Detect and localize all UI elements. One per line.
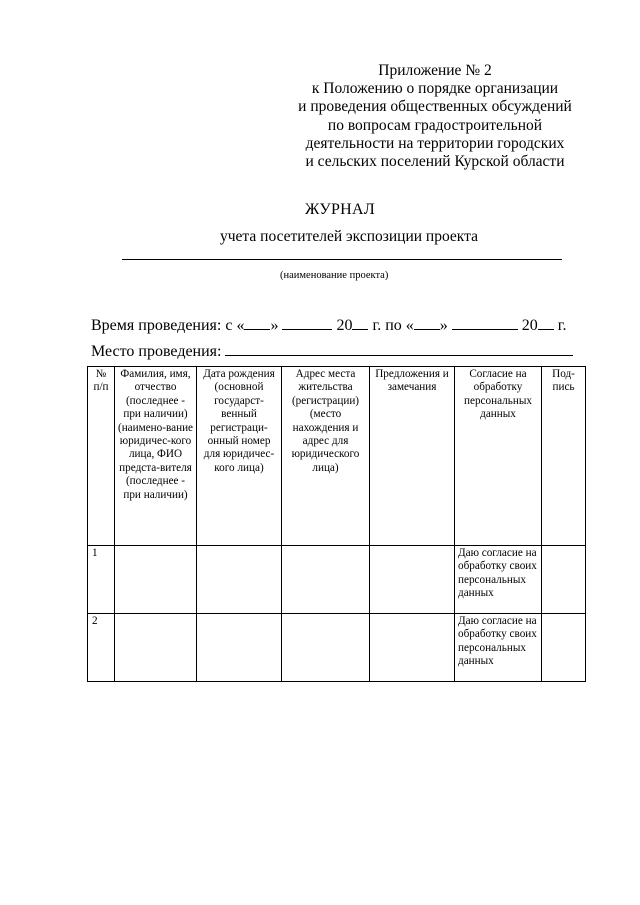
row-number-cell: 2 (88, 614, 115, 682)
year-prefix: 20 (336, 317, 353, 334)
year-from-blank (352, 328, 368, 330)
day-from-blank (244, 328, 270, 330)
year-prefix-2: 20 (521, 317, 538, 334)
birthdate-cell (197, 546, 282, 614)
table-header-row (88, 367, 586, 546)
project-caption: (наименование проекта) (280, 270, 389, 281)
appendix-line: Приложение № 2 (378, 62, 492, 79)
consent-cell: Даю согласие на обработку своих персональных данных (455, 546, 542, 614)
place-row (91, 343, 573, 361)
header-cell-signature: Под-пись (542, 367, 586, 546)
project-name-line (122, 259, 562, 260)
day-to-blank (414, 328, 440, 330)
appendix-line: и проведения общественных обсуждений (298, 98, 572, 116)
place-label: Место проведения: (91, 343, 222, 360)
header-cell-consent: Согласие на обработку персональных данных (455, 367, 542, 546)
g-po-text: г. по « (372, 317, 414, 334)
row-number-cell: 1 (88, 546, 115, 614)
signature-cell (542, 614, 586, 682)
journal-subtitle: учета посетителей экспозиции проекта (220, 228, 478, 245)
appendix-line: и сельских поселений Курской области (305, 153, 565, 171)
birthdate-cell (197, 614, 282, 682)
visitor-journal-table (87, 366, 586, 682)
appendix-line: к Положению о порядке организации (311, 80, 559, 98)
year-to-blank (538, 328, 554, 330)
proposals-cell (370, 546, 455, 614)
header-cell-proposals: Предложения и замечания (370, 367, 455, 546)
appendix-header (285, 62, 585, 171)
time-row (91, 317, 567, 335)
appendix-line: деятельности на территории городских (305, 134, 565, 152)
address-cell (282, 546, 370, 614)
header-cell-birthdate: Дата рождения (основной государст-венный регистраци-онный номер для юридичес-кого лица) (197, 367, 282, 546)
proposals-cell (370, 614, 455, 682)
g-end-text: г. (557, 317, 567, 334)
close-quote-2: » (439, 317, 448, 334)
journal-title: ЖУРНАЛ (304, 201, 376, 218)
table-row (88, 614, 586, 682)
header-cell-number: № п/п (88, 367, 115, 546)
table-row (88, 546, 586, 614)
signature-cell (542, 546, 586, 614)
header-cell-name: Фамилия, имя, отчество (последнее - при наличии) (наимено-вание юридичес-кого лица, ФИО предста-вителя (последнее - при наличии) (115, 367, 197, 546)
time-label: Время проведения: с « (91, 317, 245, 334)
appendix-line: по вопросам градостроительной (327, 116, 543, 134)
month-from-blank (282, 328, 332, 330)
close-quote: » (270, 317, 279, 334)
name-cell (115, 614, 197, 682)
name-cell (115, 546, 197, 614)
address-cell (282, 614, 370, 682)
month-to-blank (452, 328, 518, 330)
place-blank (225, 354, 573, 356)
header-cell-address: Адрес места жительства (регистрации) (место нахождения и адрес для юридического лица) (282, 367, 370, 546)
consent-cell: Даю согласие на обработку своих персональных данных (455, 614, 542, 682)
